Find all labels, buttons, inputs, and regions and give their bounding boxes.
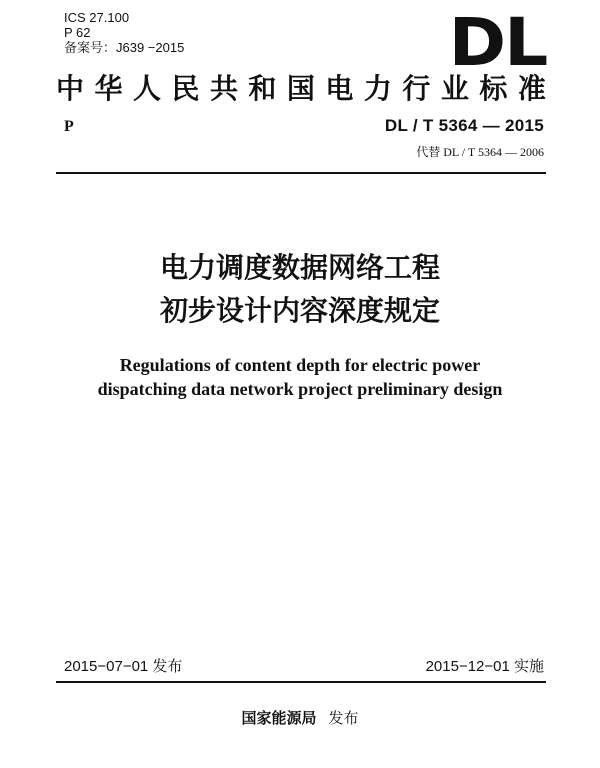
industry-title-char: 电 <box>325 72 354 105</box>
industry-title-char: 标 <box>479 72 508 105</box>
industry-title-char: 中 <box>56 72 85 105</box>
industry-title-char: 和 <box>248 72 277 105</box>
industry-standard-title <box>56 72 546 106</box>
title-english-line-2: dispatching data network project preliminary design <box>97 379 503 399</box>
classification-code: P 62 <box>64 25 91 40</box>
implementation-date: 2015−12−01 实施 <box>425 658 544 675</box>
industry-title-char: 民 <box>171 72 200 105</box>
industry-title-char: 业 <box>440 72 469 105</box>
industry-title-char: 国 <box>286 72 315 105</box>
title-english-line-1: Regulations of content depth for electric power <box>119 355 481 375</box>
issuer-organization: 国家能源局 <box>241 709 317 727</box>
replaces-standard: 代替 DL / T 5364 — 2006 <box>416 145 544 159</box>
footer-divider <box>56 681 546 683</box>
header-divider <box>56 172 546 174</box>
issuer-action: 发布 <box>328 709 359 727</box>
industry-title-char: 人 <box>132 72 161 105</box>
standard-number: DL / T 5364 — 2015 <box>384 116 544 135</box>
issue-date: 2015−07−01 发布 <box>64 658 183 675</box>
industry-title-char: 力 <box>363 72 392 105</box>
industry-title-char: 共 <box>209 72 238 105</box>
title-chinese-line-1: 电力调度数据网络工程 <box>159 251 440 284</box>
industry-title-char: 华 <box>94 72 123 105</box>
industry-title-char: 准 <box>517 72 546 105</box>
issuer-line <box>0 707 600 728</box>
category-letter: P <box>64 118 74 135</box>
ics-code: ICS 27.100 <box>64 10 130 25</box>
industry-title-char: 行 <box>402 72 431 105</box>
record-number: 备案号：J639 −2015 <box>64 40 185 55</box>
dl-logo: DL <box>448 4 547 81</box>
title-chinese-line-2: 初步设计内容深度规定 <box>159 294 440 327</box>
